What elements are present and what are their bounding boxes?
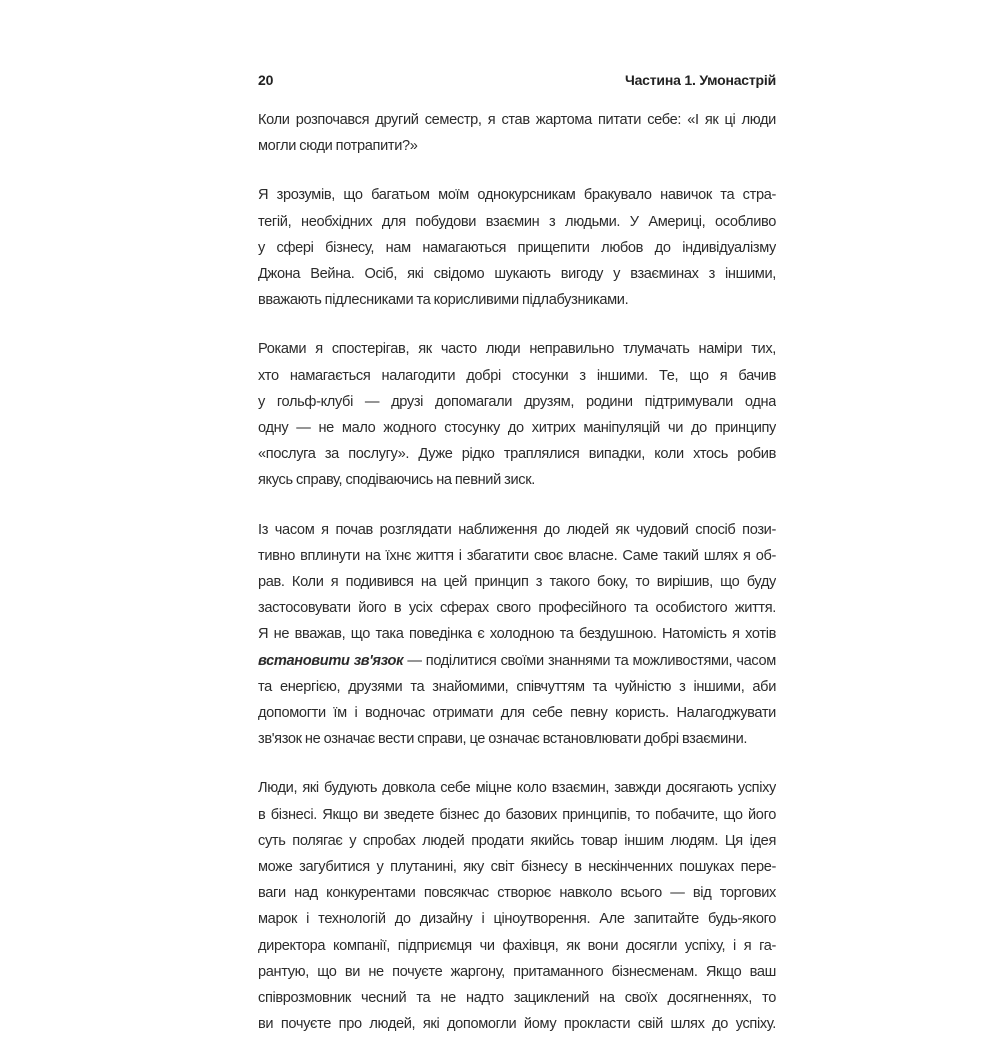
text-line: застосовувати його в усіх сферах свого професійного та особистого життя. [258, 600, 776, 617]
text-line: та енергією, друзями та знайомими, співчуттям та чуйністю з іншими, аби [258, 678, 776, 695]
text-line: в бізнесі. Якщо ви зведете бізнес до базових принципів, то побачите, що його [258, 806, 776, 823]
text-line-rest: — поділитися своїми знаннями та можливостями, часом [403, 652, 776, 669]
paragraph-4 [258, 517, 776, 753]
text-line: якусь справу, сподіваючись на певний зиск. [258, 472, 535, 489]
text-line: Коли розпочався другий семестр, я став жартома питати себе: «І як ці люди [258, 112, 776, 128]
text-line: ви почуєте про людей, які допомогли йому прокласти свій шлях до успіху. [258, 1016, 776, 1033]
text-line: Джона Вейна. Осіб, які свідомо шукають вигоду у взаєминах з іншими, [258, 266, 776, 283]
text-line: може загубитися у плутанині, яку світ бізнесу в нескінченних пошуках пере- [258, 859, 776, 876]
text-line: зв'язок не означає вести справи, це означає встановлювати добрі взаємини. [258, 731, 748, 748]
text-line: допомогти їм і водночас отримати для себе певну користь. Налагоджувати [258, 705, 776, 722]
text-line: марок і технологій до дизайну і ціноутворення. Але запитайте будь-якого [258, 911, 776, 928]
text-line: одну — не мало жодного стосунку до хитрих маніпуляцій чи до принципу [258, 420, 776, 437]
emphasized-term: встановити зв'язок [258, 652, 404, 669]
text-line: у гольф-клубі — друзі допомагали друзям, родини підтримували одна [258, 393, 776, 410]
text-line-with-emphasis [258, 648, 776, 674]
text-line: директора компанії, підприємця чи фахівця, як вони досягли успіху, і я га- [258, 937, 776, 954]
text-line: Люди, які будують довкола себе міцне коло взаємин, завжди досягають успіху [258, 780, 776, 797]
text-line: у сфері бізнесу, нам намагаються прищепити любов до індивідуалізму [258, 239, 776, 256]
paragraph-2 [258, 182, 776, 313]
paragraph-3 [258, 336, 776, 493]
text-line: Із часом я почав розглядати наближення до людей як чудовий спосіб пози- [258, 521, 776, 538]
text-line: суть полягає у спробах людей продати якийсь товар іншим людям. Ця ідея [258, 832, 776, 849]
text-line: Я зрозумів, що багатьом моїм однокурсникам бракувало навичок та стра- [258, 187, 776, 204]
paragraph-1 [258, 107, 776, 159]
text-line: рантую, що ви не почуєте жаргону, притаманного бізнесменам. Якщо ваш [258, 963, 776, 980]
text-line: Я не вважав, що така поведінка є холодною та бездушною. Натомість я хотів [258, 626, 776, 643]
text-line: хто намагається налагодити добрі стосунки з іншими. Те, що я бачив [258, 367, 776, 384]
text-line: ваги над конкурентами повсякчас створює навколо всього — від торгових [258, 885, 776, 902]
running-head [258, 72, 776, 88]
page-number: 20 [258, 72, 274, 88]
text-line: тегій, необхідних для побудови взаємин з людьми. У Америці, особливо [258, 213, 776, 230]
book-page [258, 72, 776, 1061]
text-line: тивно вплинути на їхнє життя і збагатити своє власне. Саме такий шлях я об- [258, 547, 776, 564]
text-line: вважають підлесниками та корисливими підлабузниками. [258, 292, 629, 309]
text-line: могли сюди потрапити?» [258, 138, 418, 155]
text-line: Роками я спостерігав, як часто люди неправильно тлумачать наміри тих, [258, 341, 776, 358]
text-line: «послуга за послугу». Дуже рідко траплялися випадки, коли хтось робив [258, 446, 776, 463]
text-line: рав. Коли я подивився на цей принцип з такого боку, то вирішив, що буду [258, 574, 776, 591]
text-line: співрозмовник чесний та не надто зациклений на своїх досягненнях, то [258, 990, 776, 1007]
paragraph-5 [258, 775, 776, 1037]
section-title: Частина 1. Умонастрій [624, 72, 776, 88]
